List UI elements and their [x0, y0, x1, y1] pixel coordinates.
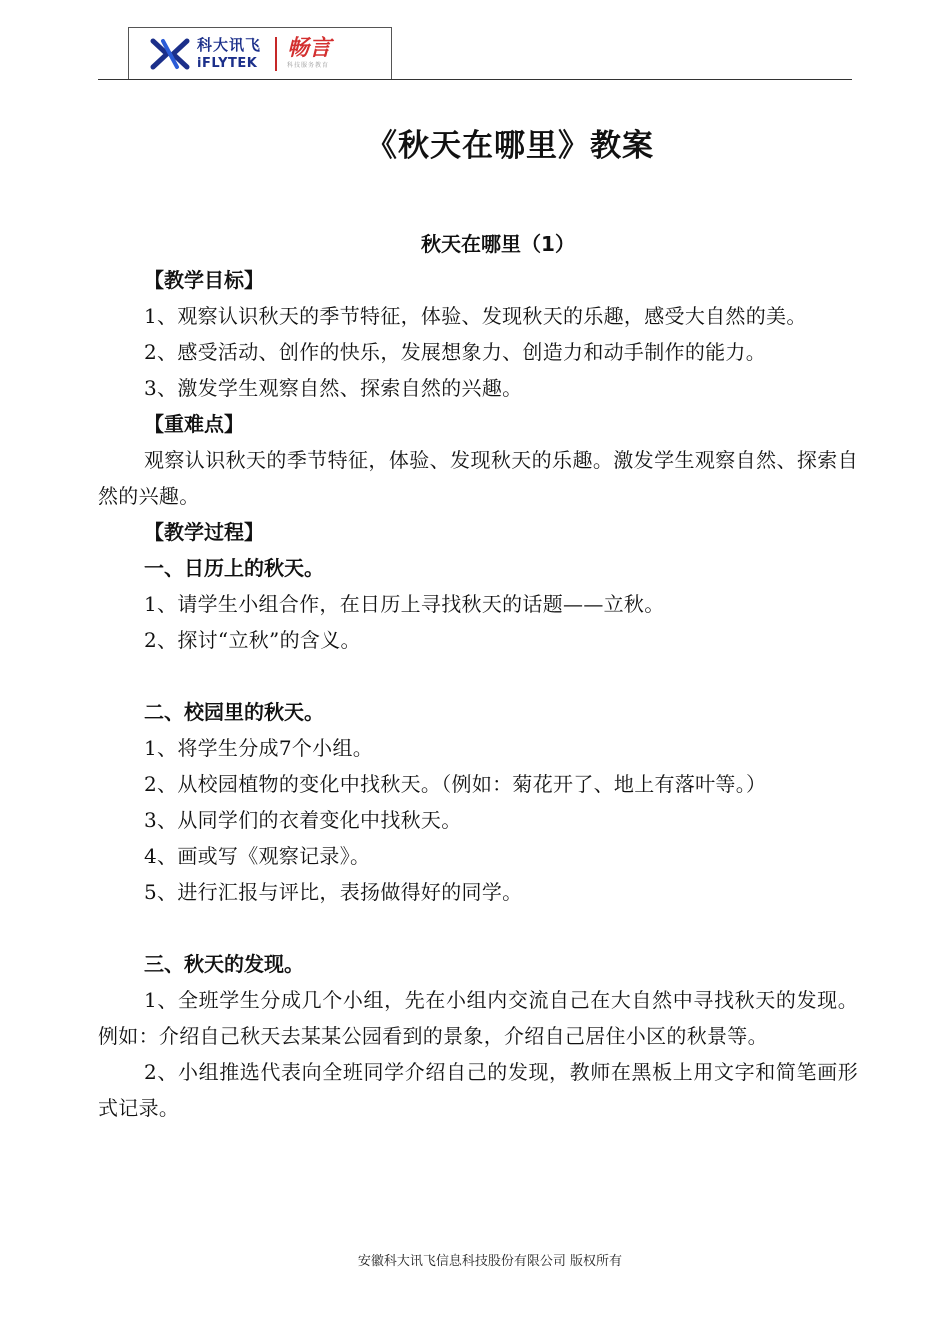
section-heading: 【教学过程】	[144, 520, 264, 544]
paragraph: 2、小组推选代表向全班同学介绍自己的发现，教师在黑板上用文字和简笔画形式记录。	[98, 1060, 858, 1120]
paragraph: 2、探讨“立秋”的含义。	[144, 628, 361, 652]
paragraph: 观察认识秋天的季节特征，体验、发现秋天的乐趣。激发学生观察自然、探索自然的兴趣。	[98, 448, 858, 508]
paragraph: 1、全班学生分成几个小组，先在小组内交流自己在大自然中寻找秋天的发现。例如：介绍自己秋天去某某公园看到的景象，介绍自己居住小区的秋景等。	[98, 988, 858, 1048]
paragraph: 4、画或写《观察记录》。	[144, 844, 371, 868]
iflytek-logo-icon	[149, 37, 191, 71]
document-body	[98, 226, 858, 1126]
document-title: 《秋天在哪里》教案	[366, 128, 654, 164]
paragraph: 1、观察认识秋天的季节特征，体验、发现秋天的乐趣，感受大自然的美。	[144, 304, 807, 328]
brand-tag: 科技服务教育	[287, 62, 330, 69]
paragraph: 2、感受活动、创作的快乐，发展想象力、创造力和动手制作的能力。	[144, 340, 767, 364]
paragraph: 5、进行汇报与评比，表扬做得好的同学。	[144, 880, 523, 904]
paragraph: 3、从同学们的衣着变化中找秋天。	[144, 808, 462, 832]
logo-divider	[275, 37, 277, 71]
brand-logo	[287, 38, 331, 69]
blank-line	[98, 910, 858, 946]
paragraph: 3、激发学生观察自然、探索自然的兴趣。	[144, 376, 523, 400]
header-rule	[98, 79, 852, 80]
paragraph: 1、将学生分成7个小组。	[144, 736, 374, 760]
page-footer: 安徽科大讯飞信息科技股份有限公司 版权所有	[357, 1254, 623, 1269]
paragraph: 1、请学生小组合作，在日历上寻找秋天的话题——立秋。	[144, 592, 665, 616]
section-list	[98, 262, 858, 1126]
logo-text	[197, 35, 262, 71]
section-heading: 【重难点】	[144, 412, 244, 436]
section-heading: 三、秋天的发现。	[144, 952, 304, 976]
blank-line	[98, 658, 858, 694]
brand-name: 畅言	[287, 36, 332, 61]
logo-cn: 科大讯飞	[197, 35, 262, 54]
header-logo-box	[128, 27, 392, 79]
section-subtitle: 秋天在哪里（1）	[421, 232, 575, 256]
section-heading: 一、日历上的秋天。	[144, 556, 324, 580]
paragraph: 2、从校园植物的变化中找秋天。（例如：菊花开了、地上有落叶等。）	[144, 772, 767, 796]
logo-en: iFLYTEK	[197, 55, 258, 71]
section-heading: 二、校园里的秋天。	[144, 700, 324, 724]
section-heading: 【教学目标】	[144, 268, 264, 292]
